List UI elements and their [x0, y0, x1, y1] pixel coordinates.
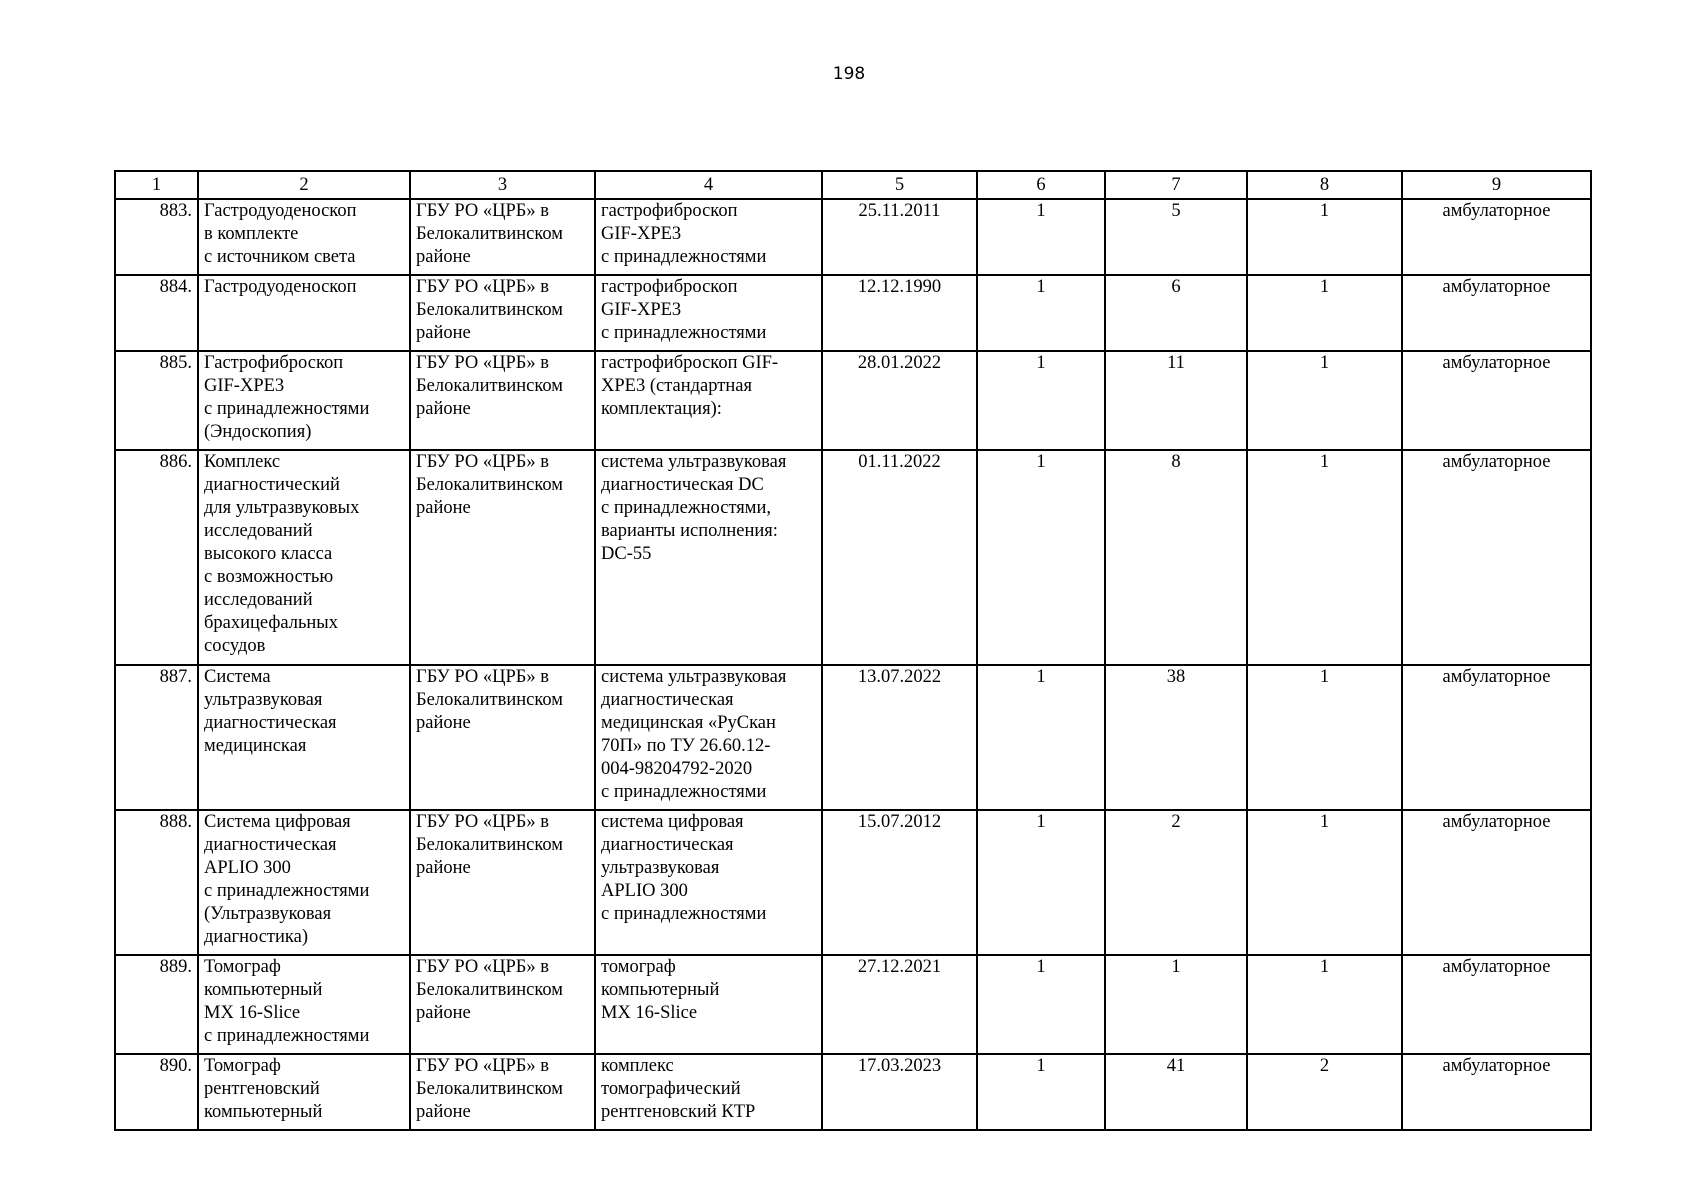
column-6-value: 1: [977, 665, 1105, 810]
equipment-model: комплекс томографический рентгеновский КТР: [595, 1054, 822, 1130]
column-7-value: 1: [1105, 955, 1247, 1054]
column-7-value: 6: [1105, 275, 1247, 351]
column-8-value: 1: [1247, 955, 1402, 1054]
date: 12.12.1990: [822, 275, 977, 351]
care-type: амбулаторное: [1402, 1054, 1591, 1130]
page-number: 198: [832, 64, 866, 84]
date: 25.11.2011: [822, 199, 977, 275]
equipment-table: [114, 170, 1592, 1131]
organization: ГБУ РО «ЦРБ» в Белокалитвинском районе: [410, 351, 595, 450]
equipment-name: Томограф рентгеновский компьютерный: [198, 1054, 410, 1130]
organization: ГБУ РО «ЦРБ» в Белокалитвинском районе: [410, 955, 595, 1054]
row-number: 885.: [115, 351, 198, 450]
equipment-name: Система ультразвуковая диагностическая медицинская: [198, 665, 410, 810]
row-number: 888.: [115, 810, 198, 955]
table-row: [115, 1054, 1591, 1130]
column-6-value: 1: [977, 1054, 1105, 1130]
organization: ГБУ РО «ЦРБ» в Белокалитвинском районе: [410, 275, 595, 351]
column-6-value: 1: [977, 955, 1105, 1054]
column-7-value: 41: [1105, 1054, 1247, 1130]
care-type: амбулаторное: [1402, 199, 1591, 275]
equipment-model: гастрофиброскоп GIF-XPE3 с принадлежностями: [595, 275, 822, 351]
column-7-value: 8: [1105, 450, 1247, 665]
column-header: 5: [822, 171, 977, 199]
row-number: 890.: [115, 1054, 198, 1130]
column-8-value: 1: [1247, 351, 1402, 450]
equipment-name: Система цифровая диагностическая APLIO 300 с принадлежностями (Ультразвуковая диагностика): [198, 810, 410, 955]
table-row: [115, 955, 1591, 1054]
equipment-model: система ультразвуковая диагностическая DC с принадлежностями, варианты исполнения: DC-55: [595, 450, 822, 665]
column-header: 8: [1247, 171, 1402, 199]
table-row: [115, 450, 1591, 665]
column-6-value: 1: [977, 450, 1105, 665]
care-type: амбулаторное: [1402, 665, 1591, 810]
row-number: 883.: [115, 199, 198, 275]
table-row: [115, 275, 1591, 351]
column-header: 1: [115, 171, 198, 199]
equipment-model: система цифровая диагностическая ультразвуковая APLIO 300 с принадлежностями: [595, 810, 822, 955]
column-header: 2: [198, 171, 410, 199]
column-7-value: 11: [1105, 351, 1247, 450]
column-8-value: 1: [1247, 199, 1402, 275]
column-8-value: 1: [1247, 810, 1402, 955]
column-6-value: 1: [977, 199, 1105, 275]
column-header: 7: [1105, 171, 1247, 199]
column-6-value: 1: [977, 275, 1105, 351]
date: 27.12.2021: [822, 955, 977, 1054]
table-row: [115, 810, 1591, 955]
equipment-model: гастрофиброскоп GIF- XPE3 (стандартная комплектация):: [595, 351, 822, 450]
column-7-value: 2: [1105, 810, 1247, 955]
column-6-value: 1: [977, 351, 1105, 450]
column-8-value: 1: [1247, 275, 1402, 351]
equipment-name: Гастродуоденоскоп: [198, 275, 410, 351]
row-number: 886.: [115, 450, 198, 665]
row-number: 887.: [115, 665, 198, 810]
date: 28.01.2022: [822, 351, 977, 450]
organization: ГБУ РО «ЦРБ» в Белокалитвинском районе: [410, 450, 595, 665]
equipment-model: гастрофиброскоп GIF-XPE3 с принадлежностями: [595, 199, 822, 275]
care-type: амбулаторное: [1402, 275, 1591, 351]
column-8-value: 1: [1247, 450, 1402, 665]
care-type: амбулаторное: [1402, 351, 1591, 450]
table-row: [115, 199, 1591, 275]
organization: ГБУ РО «ЦРБ» в Белокалитвинском районе: [410, 199, 595, 275]
row-number: 884.: [115, 275, 198, 351]
care-type: амбулаторное: [1402, 955, 1591, 1054]
care-type: амбулаторное: [1402, 450, 1591, 665]
equipment-name: Томограф компьютерный MX 16-Slice с принадлежностями: [198, 955, 410, 1054]
date: 15.07.2012: [822, 810, 977, 955]
column-8-value: 1: [1247, 665, 1402, 810]
organization: ГБУ РО «ЦРБ» в Белокалитвинском районе: [410, 810, 595, 955]
date: 01.11.2022: [822, 450, 977, 665]
column-8-value: 2: [1247, 1054, 1402, 1130]
equipment-name: Комплекс диагностический для ультразвуковых исследований высокого класса с возможностью исследований брахицефальных сосудов: [198, 450, 410, 665]
column-6-value: 1: [977, 810, 1105, 955]
date: 17.03.2023: [822, 1054, 977, 1130]
equipment-name: Гастродуоденоскоп в комплекте с источником света: [198, 199, 410, 275]
organization: ГБУ РО «ЦРБ» в Белокалитвинском районе: [410, 1054, 595, 1130]
table-row: [115, 351, 1591, 450]
row-number: 889.: [115, 955, 198, 1054]
column-header: 6: [977, 171, 1105, 199]
organization: ГБУ РО «ЦРБ» в Белокалитвинском районе: [410, 665, 595, 810]
equipment-model: система ультразвуковая диагностическая медицинская «РуСкан 70П» по ТУ 26.60.12- 004-98204792-2020 с принадлежностями: [595, 665, 822, 810]
column-header: 4: [595, 171, 822, 199]
table-header-row: [115, 171, 1591, 199]
date: 13.07.2022: [822, 665, 977, 810]
column-header: 3: [410, 171, 595, 199]
column-7-value: 5: [1105, 199, 1247, 275]
column-header: 9: [1402, 171, 1591, 199]
column-7-value: 38: [1105, 665, 1247, 810]
care-type: амбулаторное: [1402, 810, 1591, 955]
equipment-name: Гастрофиброскоп GIF-XPE3 с принадлежностями (Эндоскопия): [198, 351, 410, 450]
table-row: [115, 665, 1591, 810]
equipment-model: томограф компьютерный MX 16-Slice: [595, 955, 822, 1054]
